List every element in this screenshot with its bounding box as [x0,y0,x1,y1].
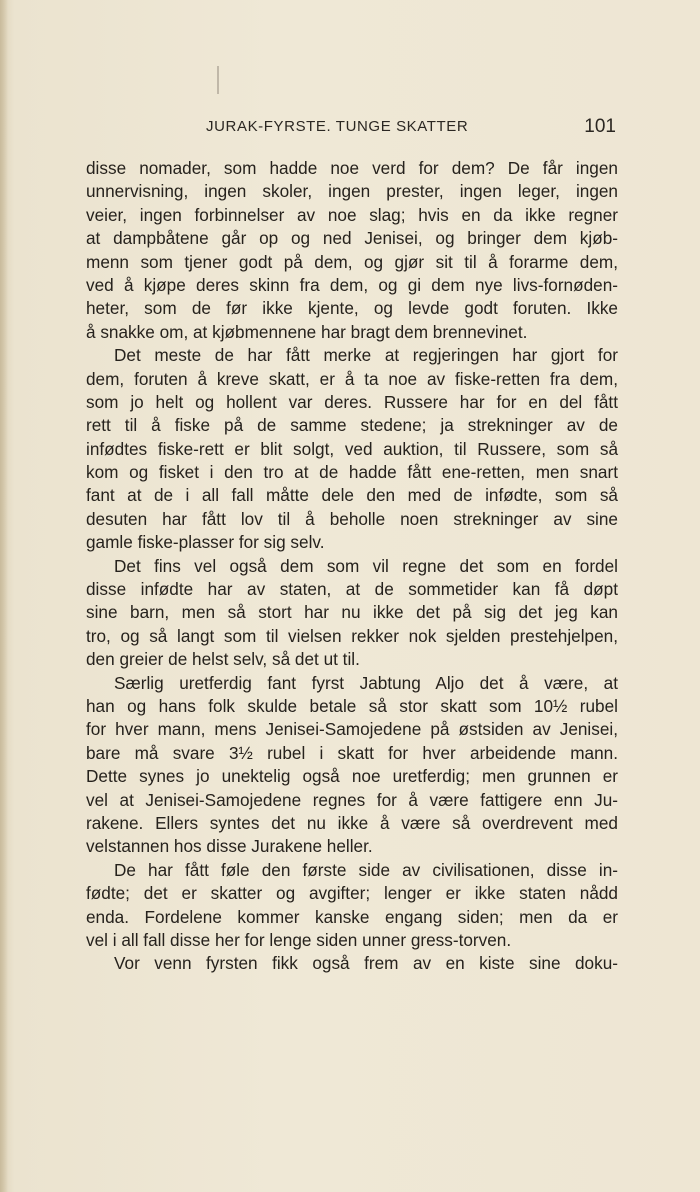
text-line: gamle fiske-plasser for sig selv. [86,532,325,553]
page-number: 101 [584,116,616,137]
text-line: dem, foruten å kreve skatt, er å ta noe av fiske-retten fra dem, [86,368,618,389]
text-line: som jo helt og hollent var deres. Russere har for en del fått [86,391,618,412]
text-line: Dette synes jo unektelig også noe uretferdig; men grunnen er [86,766,618,787]
text-line: bare må svare 3½ rubel i skatt for hver arbeidende mann. [86,742,618,763]
text-line: Vor venn fyrsten fikk også frem av en kiste sine doku- [114,953,618,974]
text-line: rakene. Ellers syntes det nu ikke å være så overdrevent med [86,812,618,833]
paragraph [86,859,618,953]
text-line: Det meste de har fått merke at regjeringen har gjort for [114,345,618,366]
text-line: vel i all fall disse her for lenge siden unner gress-torven. [86,929,512,950]
paragraph [86,672,618,859]
text-line: for hver mann, mens Jenisei-Samojedene på østsiden av Jenisei, [86,719,618,740]
text-line: han og hans folk skulde betale så stor skatt som 10½ rubel [86,695,618,716]
text-line: Det fins vel også dem som vil regne det som en fordel [114,555,618,576]
text-line: velstannen hos disse Jurakene heller. [86,836,373,857]
body-text [86,157,618,976]
text-line: tro, og så langt som til vielsen rekker nok sjelden prestehjelpen, [86,625,618,646]
text-line: heter, som de før ikke kjente, og levde godt foruten. Ikke [86,298,618,319]
text-line: kom og fisket i den tro at de hadde fått ene-retten, men snart [86,462,618,483]
paper-mark [217,66,219,94]
text-line: ved å kjøpe deres skinn fra dem, og gi dem nye livs-fornøden- [86,274,618,295]
page-gutter-shadow [0,0,8,1192]
text-line: veier, ingen forbinnelser av noe slag; hvis en da ikke regner [86,204,618,225]
running-title: JURAK-FYRSTE. TUNGE SKATTER [206,118,469,135]
text-line: at dampbåtene går op og ned Jenisei, og bringer dem kjøb- [86,228,618,249]
text-line: å snakke om, at kjøbmennene har bragt dem brennevinet. [86,321,528,342]
text-line: den greier de helst selv, så det ut til. [86,649,360,670]
page-header [206,118,616,142]
text-line: fødte; det er skatter og avgifter; lenger er ikke staten nådd [86,883,618,904]
text-line: sine barn, men så stort har nu ikke det på sig det jeg kan [86,602,618,623]
text-line: disse nomader, som hadde noe verd for dem? De får ingen [86,158,618,178]
text-line: fant at de i all fall måtte dele den med de infødte, som så [86,485,618,506]
text-line: disse infødte har av staten, at de sommetider kan få døpt [86,579,618,600]
text-line: rett til å fiske på de samme stedene; ja strekninger av de [86,415,618,436]
text-line: unnervisning, ingen skoler, ingen prester, ingen leger, ingen [86,181,618,202]
text-line: infødtes fiske-rett er blit solgt, ved auktion, til Russere, som så [86,438,618,459]
paragraph [86,157,618,344]
text-line: De har fått føle den første side av civilisationen, disse in- [114,859,618,880]
paragraph [86,344,618,555]
text-line: Særlig uretferdig fant fyrst Jabtung Aljo det å være, at [114,672,618,693]
paragraph [86,952,618,975]
text-line: vel at Jenisei-Samojedene regnes for å være fattigere enn Ju- [86,789,618,810]
text-line: desuten har fått lov til å beholle noen strekninger av sine [86,508,618,529]
text-line: menn som tjener godt på dem, og gjør sit til å forarme dem, [86,251,618,272]
text-line: enda. Fordelene kommer kanske engang siden; men da er [86,906,618,927]
paragraph [86,555,618,672]
